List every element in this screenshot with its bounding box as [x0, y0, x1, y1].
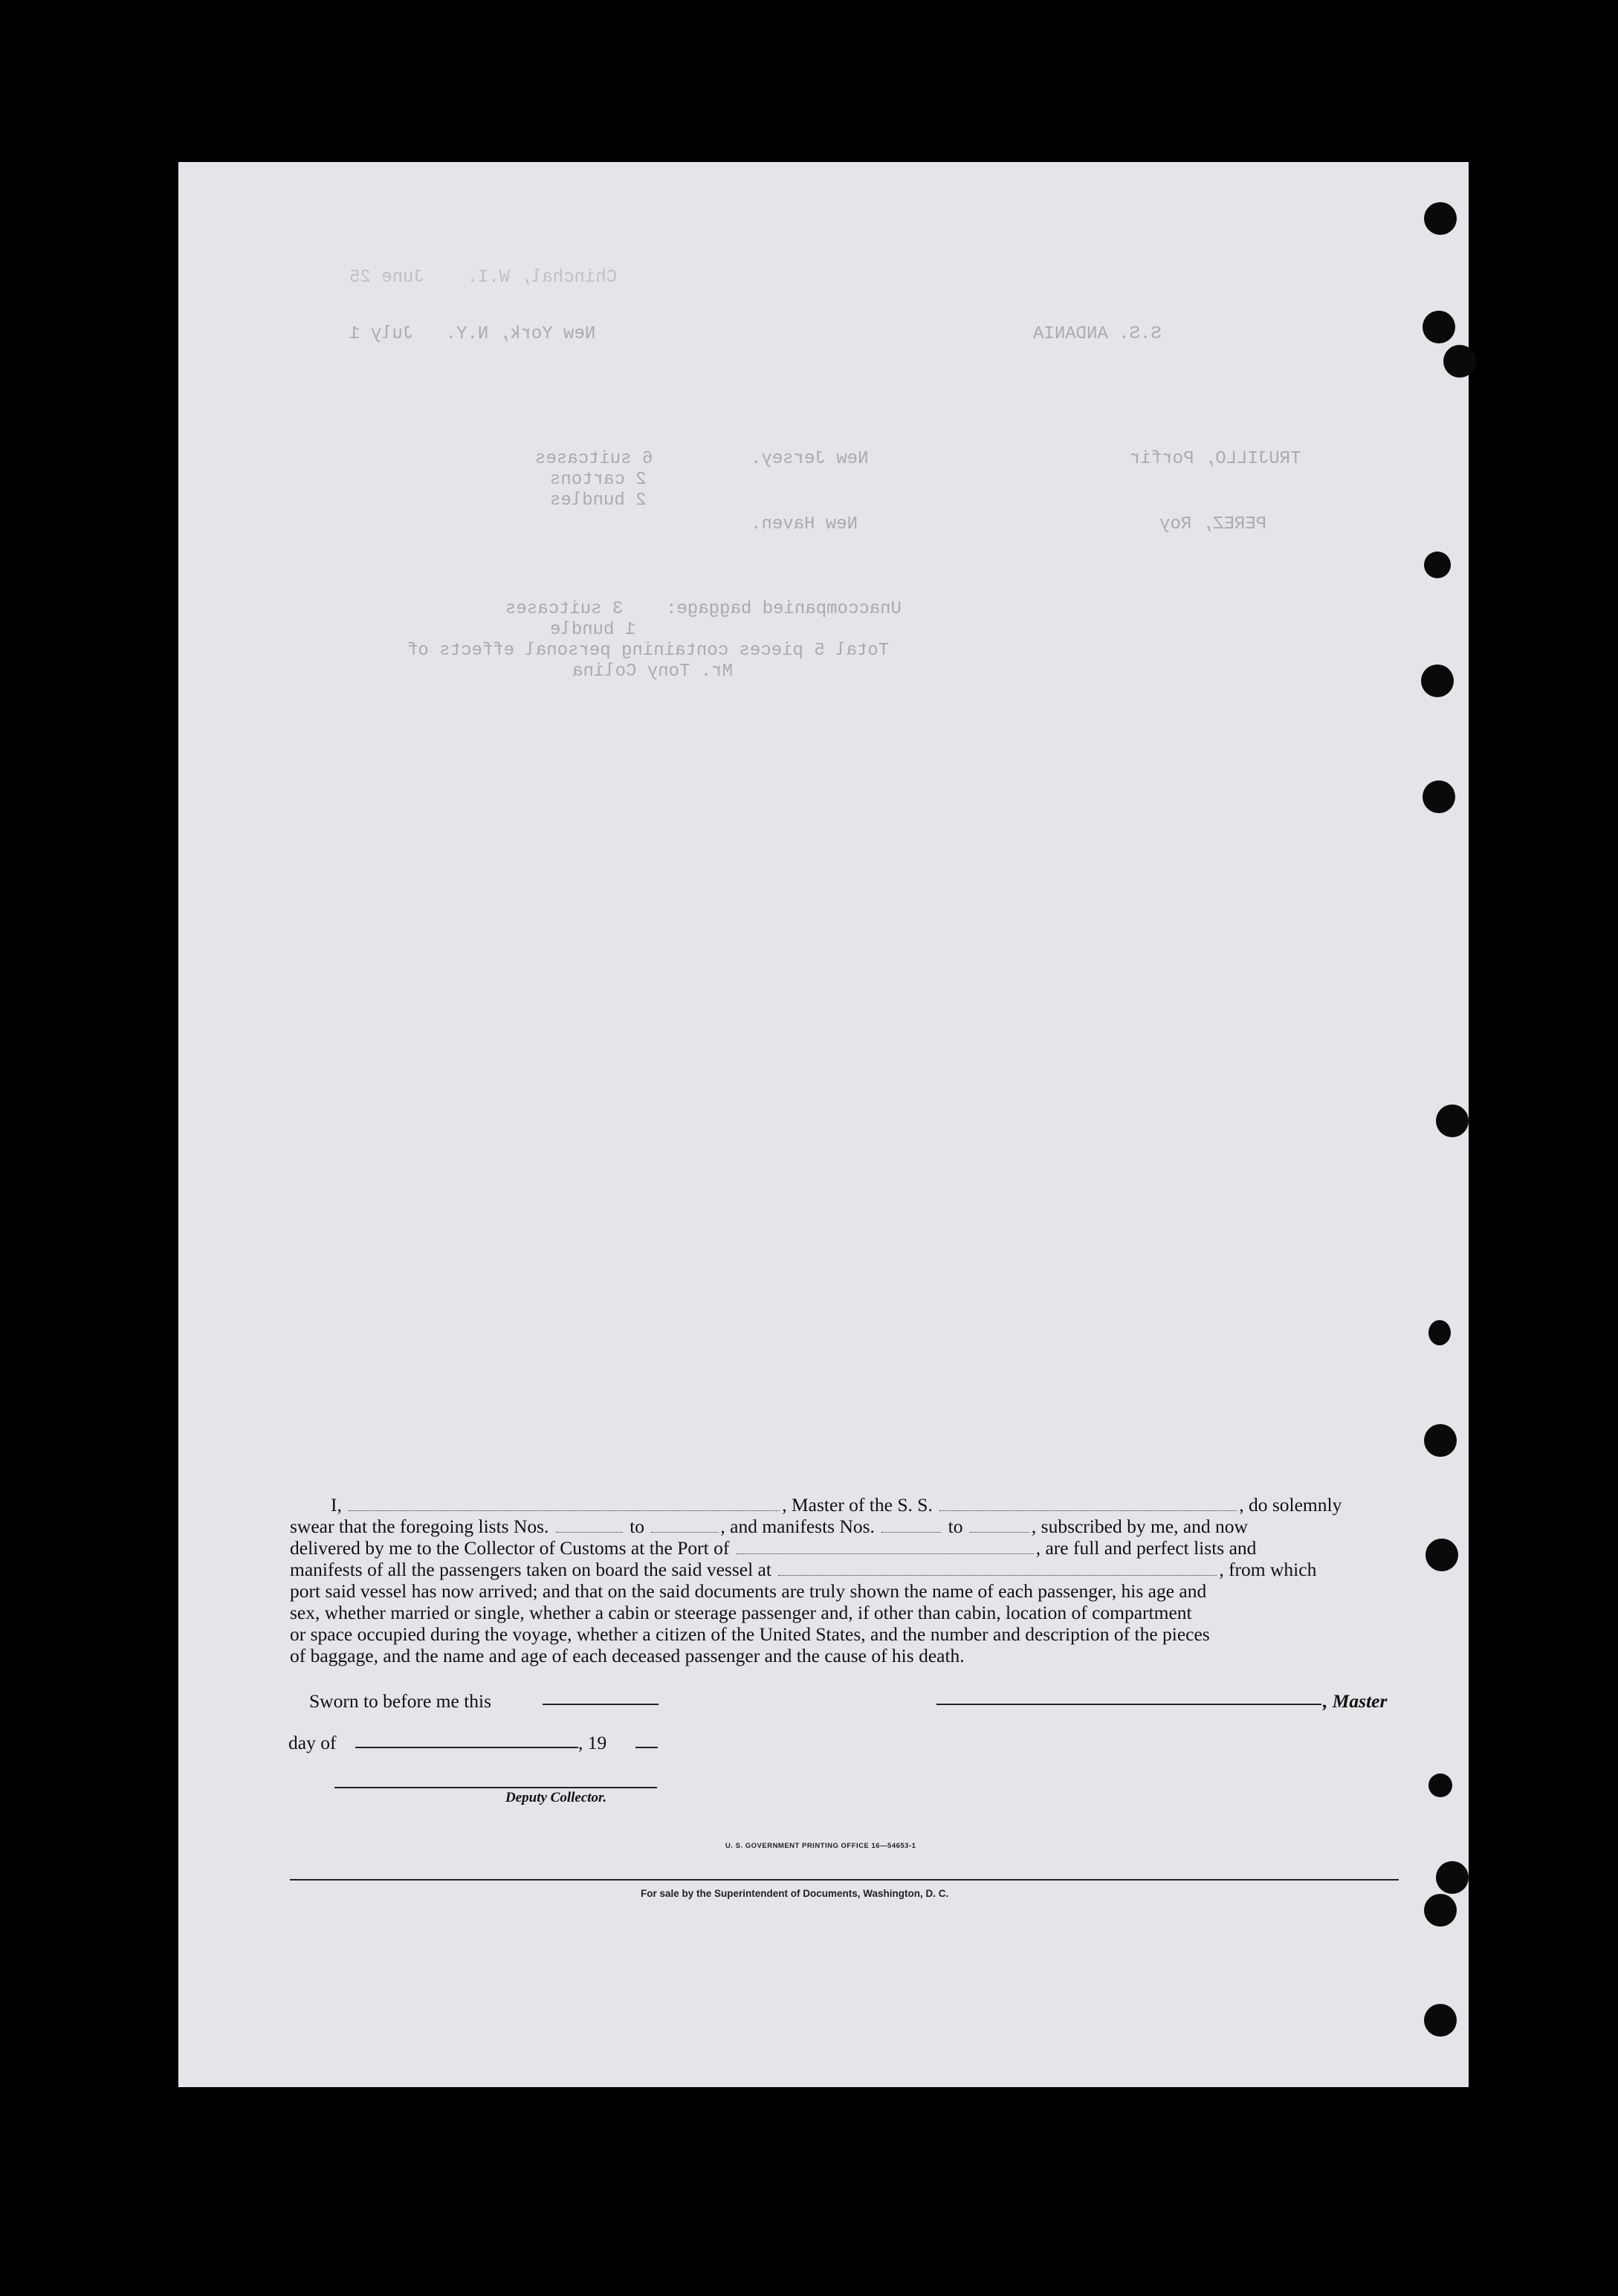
oath-line-2 — [290, 1516, 1401, 1537]
oath-text: , are full and perfect lists and — [1035, 1537, 1257, 1559]
punch-hole — [1423, 311, 1455, 343]
punch-hole — [1436, 1861, 1469, 1894]
year-blank[interactable] — [635, 1747, 658, 1748]
punch-hole — [1424, 552, 1451, 578]
year-label: , 19 — [578, 1732, 607, 1753]
oath-text: I, — [331, 1494, 342, 1516]
bleed-entry2-dest: New Haven. — [751, 514, 858, 534]
punch-hole — [1424, 1424, 1457, 1457]
oath-text: , from which — [1219, 1559, 1317, 1580]
oath-line-3 — [290, 1537, 1401, 1559]
oath-text: manifests of all the passengers taken on board the said vessel at — [290, 1559, 771, 1580]
bleed-entry1-item: 2 cartons — [550, 470, 647, 490]
punch-hole — [1424, 2004, 1457, 2037]
lists-to-blank[interactable] — [651, 1519, 718, 1533]
oath-line-6: sex, whether married or single, whether a cabin or steerage passenger and, if other than cabin, location of compartment — [290, 1602, 1192, 1623]
bleed-unaccompanied: Unaccompanied baggage: 3 suitcases — [505, 599, 902, 619]
oath-text: delivered by me to the Collector of Customs at the Port of — [290, 1537, 730, 1559]
punch-hole — [1424, 1894, 1457, 1927]
oath-text: , Master of the S. S. — [782, 1494, 933, 1516]
oath-line-5: port said vessel has now arrived; and that on the said documents are truly shown the name of each passenger, his age and — [290, 1580, 1207, 1602]
oath-text: , and manifests Nos. — [720, 1516, 875, 1537]
punch-hole — [1428, 1320, 1451, 1345]
bleed-entry2-name: PEREZ, Roy — [1159, 514, 1267, 534]
bleed-entry1-dest: New Jersey. — [751, 449, 869, 469]
punch-hole — [1423, 780, 1455, 813]
bleed-row1-left: Chinchal, W.I. June 25 — [349, 268, 618, 288]
departure-port-blank[interactable] — [778, 1562, 1217, 1576]
manifests-to-blank[interactable] — [970, 1519, 1029, 1533]
master-signature-blank[interactable] — [936, 1704, 1321, 1705]
sworn-date-blank[interactable] — [543, 1704, 658, 1705]
day-of-label: day of — [288, 1732, 337, 1753]
bleed-note-2: Mr. Tony Colina — [572, 662, 734, 682]
printer-line: U. S. GOVERNMENT PRINTING OFFICE 16—54653-1 — [725, 1842, 916, 1850]
oath-line-8: of baggage, and the name and age of each deceased passenger and the cause of his death. — [290, 1645, 965, 1666]
oath-text: , do solemnly — [1239, 1494, 1342, 1516]
bleed-unaccompanied-2: 1 bundle — [550, 620, 636, 640]
port-blank[interactable] — [737, 1540, 1034, 1554]
deputy-signature-blank[interactable] — [334, 1787, 657, 1788]
oath-text: to — [948, 1516, 963, 1537]
sale-line: For sale by the Superintendent of Documents, Washington, D. C. — [641, 1888, 949, 1899]
oath-text: , subscribed by me, and now — [1031, 1516, 1248, 1537]
deputy-collector-label: Deputy Collector. — [505, 1790, 607, 1805]
day-of-blank[interactable] — [355, 1747, 578, 1748]
punch-hole — [1428, 1773, 1452, 1797]
oath-line-1 — [290, 1494, 1401, 1516]
oath-text: to — [630, 1516, 645, 1537]
lists-from-blank[interactable] — [556, 1519, 623, 1533]
punch-hole — [1443, 345, 1476, 378]
oath-line-7: or space occupied during the voyage, whether a citizen of the United States, and the number and description of the pieces — [290, 1623, 1210, 1645]
bleed-row2-left: New York, N.Y. July 1 — [349, 324, 596, 344]
oath-paragraph — [290, 1494, 1401, 1666]
punch-hole — [1426, 1539, 1458, 1571]
bottom-rule — [290, 1879, 1399, 1881]
bleed-note-1: Total 5 pieces containing personal effects of — [407, 641, 890, 661]
punch-hole — [1436, 1105, 1469, 1137]
ship-name-blank[interactable] — [939, 1497, 1237, 1511]
bleed-entry1-item: 2 bundles — [550, 491, 647, 511]
punch-hole — [1424, 202, 1457, 235]
bleed-entry1-item: 6 suitcases — [535, 449, 653, 469]
manifests-from-blank[interactable] — [881, 1519, 941, 1533]
punch-hole — [1421, 664, 1454, 697]
oath-text: swear that the foregoing lists Nos. — [290, 1516, 549, 1537]
sworn-label: Sworn to before me this — [309, 1690, 492, 1712]
bleed-row2-right: S.S. ANDANIA — [1033, 324, 1162, 344]
master-name-blank[interactable] — [349, 1497, 780, 1511]
bleed-entry1-name: TRUJILLO, Porfir — [1130, 449, 1301, 469]
master-label: , Master — [1323, 1690, 1388, 1712]
oath-line-4 — [290, 1559, 1401, 1580]
